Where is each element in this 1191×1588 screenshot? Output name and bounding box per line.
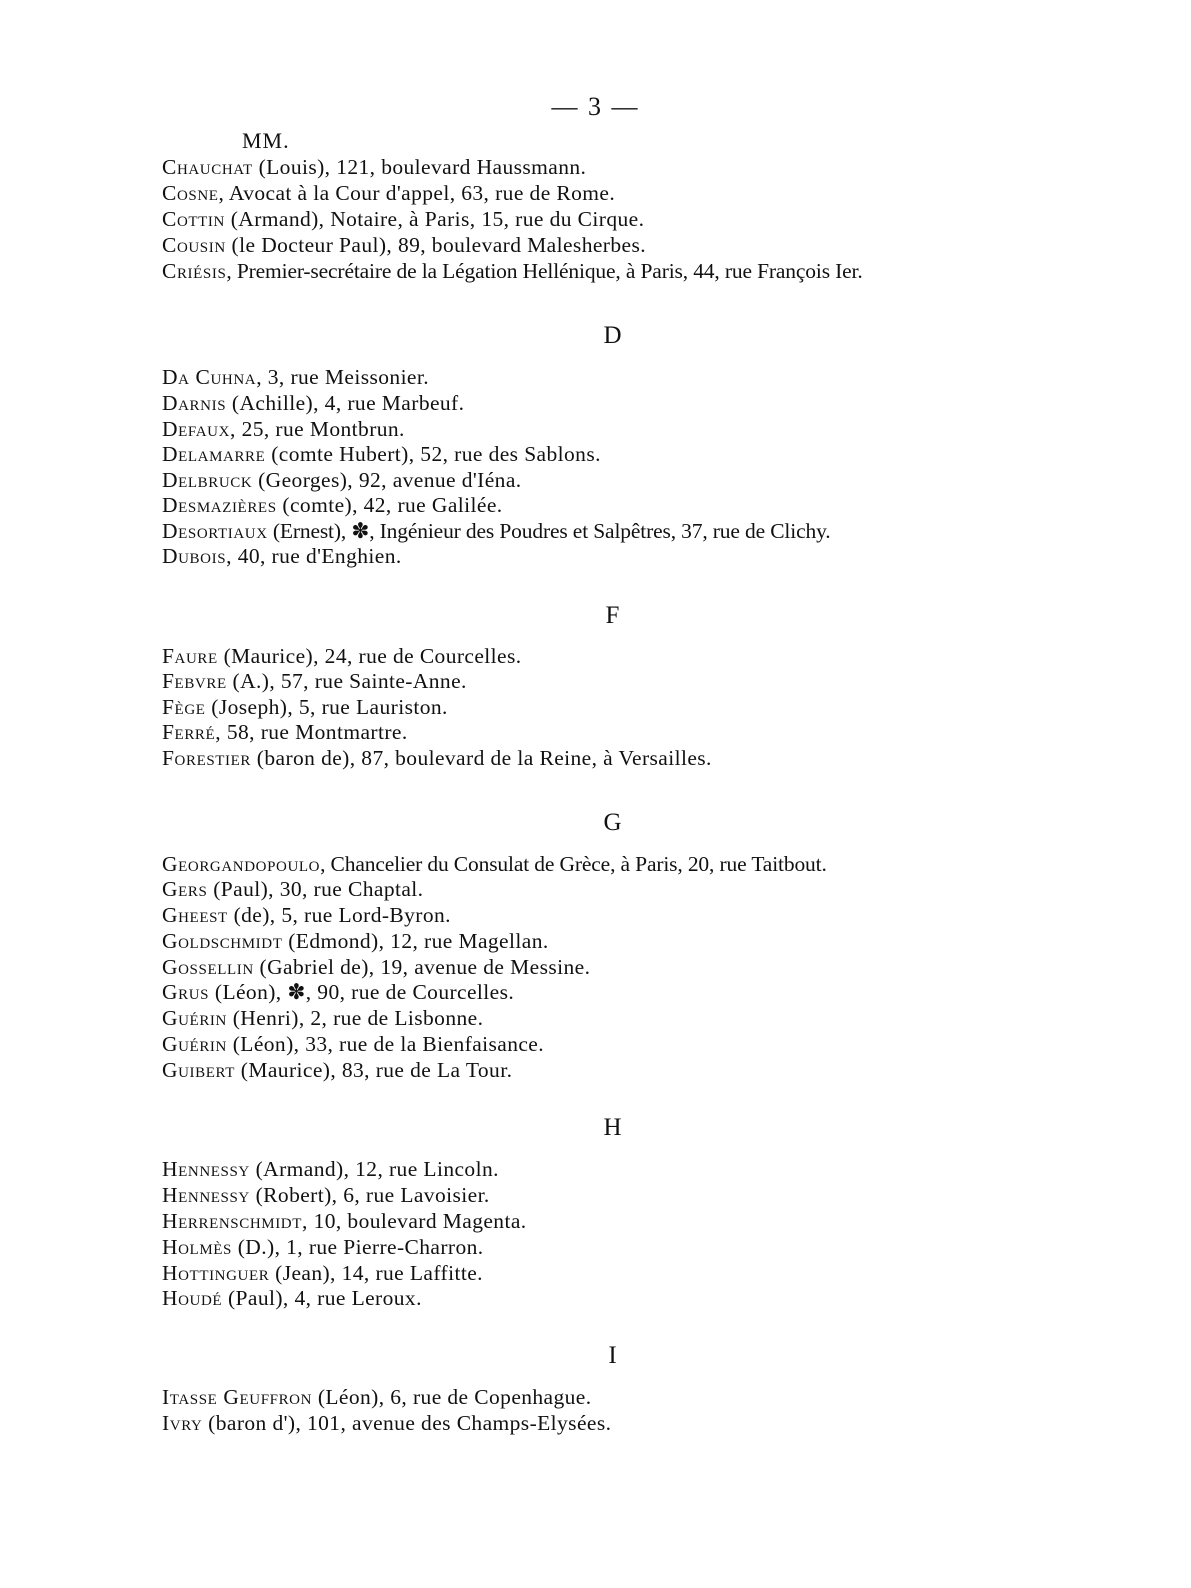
entry-name: Delamarre <box>162 442 266 466</box>
list-item <box>162 719 408 745</box>
entry-details: (baron d'), 101, avenue des Champs-Elysées. <box>202 1411 612 1435</box>
list-item <box>162 1005 483 1031</box>
entry-name: Forestier <box>162 746 252 770</box>
entry-name: Guérin <box>162 1006 227 1030</box>
entry-name: Desmazières <box>162 493 277 517</box>
list-item <box>162 694 448 720</box>
entry-name: Fège <box>162 695 206 719</box>
entry-details: (Gabriel de), 19, avenue de Messine. <box>253 955 591 979</box>
entry-details: (Jean), 14, rue Laffitte. <box>269 1261 483 1285</box>
list-item <box>162 467 522 493</box>
entry-details: (Louis), 121, boulevard Haussmann. <box>252 155 587 179</box>
list-item <box>162 1156 499 1182</box>
entry-name: Cousin <box>162 233 226 257</box>
section-letter-d: D <box>603 322 622 349</box>
list-item <box>162 643 522 669</box>
entry-details: (Léon), ✽, 90, rue de Courcelles. <box>209 980 515 1004</box>
list-item <box>162 543 402 569</box>
list-item <box>162 1208 527 1234</box>
entry-name: Delbruck <box>162 468 253 492</box>
list-item <box>162 416 405 442</box>
list-item <box>162 1031 544 1057</box>
list-item <box>162 1057 512 1083</box>
entry-details: (Henri), 2, rue de Lisbonne. <box>226 1006 484 1030</box>
list-item <box>162 928 549 954</box>
entry-name: Febvre <box>162 669 227 693</box>
list-item <box>162 876 423 902</box>
entry-details: (Joseph), 5, rue Lauriston. <box>205 695 448 719</box>
entry-name: Cosne <box>162 181 219 205</box>
entry-details: , Chancelier du Consulat de Grèce, à Paris, 20, rue Taitbout. <box>320 852 827 876</box>
list-item <box>162 364 429 390</box>
list-item <box>162 206 644 232</box>
entry-details: , 10, boulevard Magenta. <box>302 1209 527 1233</box>
entry-name: Ivry <box>162 1411 203 1435</box>
list-item <box>162 518 831 544</box>
section-letter-f: F <box>605 602 620 629</box>
entry-name: Defaux <box>162 417 231 441</box>
entry-name: Georgandopoulo <box>162 852 321 876</box>
page-number: — 3 — <box>551 92 640 121</box>
list-item <box>162 258 863 284</box>
list-item <box>162 1234 484 1260</box>
list-item <box>162 979 514 1005</box>
list-item <box>162 154 586 180</box>
entry-details: , 25, rue Montbrun. <box>230 417 405 441</box>
entry-details: (Ernest), ✽, Ingénieur des Poudres et Salpêtres, 37, rue de Clichy. <box>267 519 831 543</box>
entry-name: Hennessy <box>162 1157 250 1181</box>
entry-name: Hennessy <box>162 1183 250 1207</box>
list-item <box>162 441 601 467</box>
section-letter-i: I <box>608 1342 617 1369</box>
section-letter-g: G <box>603 809 622 836</box>
list-item <box>162 745 712 771</box>
list-item <box>162 1182 490 1208</box>
entry-details: (comte Hubert), 52, rue des Sablons. <box>265 442 601 466</box>
entry-name: Grus <box>162 980 210 1004</box>
header-mm: MM. <box>242 128 290 153</box>
entry-details: , 3, rue Meissonier. <box>256 365 430 389</box>
entry-details: (Maurice), 24, rue de Courcelles. <box>217 644 522 668</box>
list-item <box>162 1260 483 1286</box>
list-item <box>162 902 451 928</box>
entry-details: (Léon), 6, rue de Copenhague. <box>312 1385 592 1409</box>
list-item <box>162 1384 592 1410</box>
entry-name: Gers <box>162 877 208 901</box>
entry-name: Houdé <box>162 1286 223 1310</box>
entry-details: (Léon), 33, rue de la Bienfaisance. <box>226 1032 545 1056</box>
entry-details: (Armand), 12, rue Lincoln. <box>249 1157 499 1181</box>
entry-details: (baron de), 87, boulevard de la Reine, à Versailles. <box>251 746 712 770</box>
entry-name: Hottinguer <box>162 1261 270 1285</box>
entry-details: (comte), 42, rue Galilée. <box>276 493 503 517</box>
entry-name: Goldschmidt <box>162 929 283 953</box>
entry-name: Ferré <box>162 720 216 744</box>
entry-name: Darnis <box>162 391 227 415</box>
list-item <box>162 851 827 877</box>
entry-details: (Edmond), 12, rue Magellan. <box>282 929 549 953</box>
entry-name: Desortiaux <box>162 519 268 543</box>
entry-details: (Achille), 4, rue Marbeuf. <box>226 391 465 415</box>
list-item <box>162 232 646 258</box>
entry-name: Dubois <box>162 544 227 568</box>
entry-details: (Maurice), 83, rue de La Tour. <box>235 1058 513 1082</box>
entry-name: Chauchat <box>162 155 253 179</box>
entry-name: Gheest <box>162 903 228 927</box>
entry-name: Holmès <box>162 1235 232 1259</box>
entry-name: Gossellin <box>162 955 254 979</box>
entry-details: (D.), 1, rue Pierre-Charron. <box>231 1235 484 1259</box>
entry-details: , Avocat à la Cour d'appel, 63, rue de Rome. <box>218 181 616 205</box>
entry-name: Criésis <box>162 259 227 283</box>
entry-details: (Robert), 6, rue Lavoisier. <box>249 1183 490 1207</box>
entry-details: (de), 5, rue Lord-Byron. <box>227 903 451 927</box>
entry-details: (Paul), 30, rue Chaptal. <box>207 877 424 901</box>
section-letter-h: H <box>603 1114 622 1141</box>
entry-details: (le Docteur Paul), 89, boulevard Malesherbes. <box>225 233 646 257</box>
list-item <box>162 390 464 416</box>
entry-name: Itasse Geuffron <box>162 1385 313 1409</box>
entry-name: Guibert <box>162 1058 235 1082</box>
entry-details: (Georges), 92, avenue d'Iéna. <box>252 468 522 492</box>
entry-details: , Premier-secrétaire de la Légation Hellénique, à Paris, 44, rue François Ier. <box>226 259 863 283</box>
list-item <box>162 1410 611 1436</box>
list-item <box>162 180 615 206</box>
entry-name: Cottin <box>162 207 225 231</box>
entry-details: , 40, rue d'Enghien. <box>226 544 402 568</box>
list-item <box>162 1285 422 1311</box>
entry-name: Da Cuhna <box>162 365 257 389</box>
entry-name: Faure <box>162 644 218 668</box>
entry-name: Guérin <box>162 1032 227 1056</box>
list-item <box>162 954 590 980</box>
entry-details: (Paul), 4, rue Leroux. <box>222 1286 422 1310</box>
entry-details: (A.), 57, rue Sainte-Anne. <box>226 669 467 693</box>
entry-name: Herrenschmidt <box>162 1209 303 1233</box>
list-item <box>162 668 467 694</box>
list-item <box>162 492 503 518</box>
entry-details: , 58, rue Montmartre. <box>215 720 408 744</box>
entry-details: (Armand), Notaire, à Paris, 15, rue du Cirque. <box>224 207 645 231</box>
